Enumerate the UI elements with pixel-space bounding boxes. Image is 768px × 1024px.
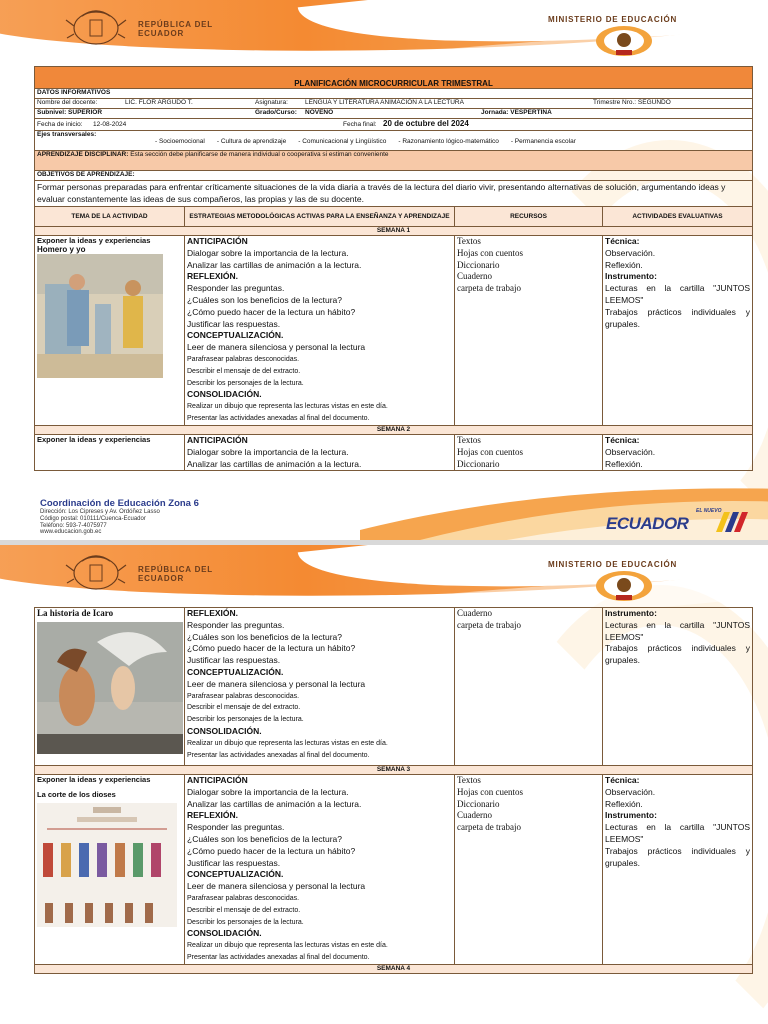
evaluacion-semana-2: Técnica: Observación. Reflexión. <box>603 435 753 471</box>
col-estrategias: ESTRATEGIAS METODOLÓGICAS ACTIVAS PARA LA ENSEÑANZA Y APRENDIZAJE <box>185 207 455 227</box>
coat-of-arms-icon <box>64 553 128 593</box>
tema-semana-1: Exponer la ideas y experiencias Homero y yo <box>35 236 185 426</box>
republica-label: REPÚBLICA DEL ECUADOR <box>138 565 213 583</box>
col-tema: TEMA DE LA ACTIVIDAD <box>35 207 185 227</box>
republica-label: REPÚBLICA DEL ECUADOR <box>138 20 213 38</box>
homero-illustration-icon <box>37 254 163 378</box>
recursos-semana-1: Textos Hojas con cuentos Diccionario Cuaderno carpeta de trabajo <box>455 236 603 426</box>
ministry-emblem-icon <box>594 569 654 603</box>
plan-table-page1 <box>34 66 753 471</box>
ecuador-logo: EL NUEVO ECUADOR <box>600 508 760 536</box>
aprendizaje-row: APRENDIZAJE DISCIPLINAR: Esta sección debe planificarse de manera individual o cooperativa si estiman conveniente <box>35 151 753 171</box>
estrategias-icaro: REFLEXIÓN. Responder las preguntas. ¿Cuáles son los beneficios de la lectura? ¿Cómo puedo hacer de la lectura un hábito? Justificar las respuestas. CONCEPTUALIZACIÓN. Leer de manera silenciosa y personal la lectura Parafrasear palabras desconocidas. Describir el mensaje de del extracto. Describir los personajes de la lectura. CONSOLIDACIÓN. Realizar un dibujo que representa las lecturas vistas en este día. Presentar las actividades anexadas al final del documento. <box>185 608 455 766</box>
subnivel-row: Subnivel: SUPERIOR Grado/Curso: NOVENO Jornada: VESPERTINA <box>35 109 753 119</box>
recursos-semana-2: Textos Hojas con cuentos Diccionario <box>455 435 603 471</box>
plan-table-page2 <box>34 607 753 974</box>
evaluacion-semana-3: Técnica: Observación. Reflexión. Instrumento: Lecturas en la cartilla "JUNTOS LEEMOS" Trabajos prácticos individuales y grupales. <box>603 775 753 965</box>
estrategias-semana-3: ANTICIPACIÓN Dialogar sobre la importancia de la lectura. Analizar las cartillas de animación a la lectura. REFLEXIÓN. Responder las preguntas. ¿Cuáles son los beneficios de la lectura? ¿Cómo puedo hacer de la lectura un hábito? Justificar las respuestas. CONCEPTUALIZACIÓN. Leer de manera silenciosa y personal la lectura Parafrasear palabras desconocidas. Describir el mensaje de del extracto. Describir los personajes de la lectura. CONSOLIDACIÓN. Realizar un dibujo que representa las lecturas vistas en este día. Presentar las actividades anexadas al final del documento. <box>185 775 455 965</box>
semana-4: SEMANA 4 <box>35 965 753 974</box>
page-header <box>0 545 768 607</box>
icaro-painting-icon <box>37 622 183 754</box>
col-actividades: ACTIVIDADES EVALUATIVAS <box>603 207 753 227</box>
estrategias-semana-1: ANTICIPACIÓN Dialogar sobre la importancia de la lectura. Analizar las cartillas de animación a la lectura. REFLEXIÓN. Responder las preguntas. ¿Cuáles son los beneficios de la lectura? ¿Cómo puedo hacer de la lectura un hábito? Justificar las respuestas. CONCEPTUALIZACIÓN. Leer de manera silenciosa y personal la lectura Parafrasear palabras desconocidas. Describir el mensaje de del extracto. Describir los personajes de la lectura. CONSOLIDACIÓN. Realizar un dibujo que representa las lecturas vistas en este día. Presentar las actividades anexadas al final del documento. <box>185 236 455 426</box>
semana-2: SEMANA 2 <box>35 426 753 435</box>
footer-contact: Coordinación de Educación Zona 6 Dirección: Los Cipreses y Av. Ordóñez Lasso Código postal: 010111/Cuenca-Ecuador Teléfono: 593-7-4075977 www.educacion.gob.ec <box>40 498 199 536</box>
objetivos-label: OBJETIVOS DE APRENDIZAJE: <box>35 171 753 181</box>
datos-informativos: DATOS INFORMATIVOS <box>35 89 753 99</box>
ministerio-label: MINISTERIO DE EDUCACIÓN <box>548 560 678 569</box>
ejes-row: Ejes transversales: - Socioemocional - Cultura de aprendizaje - Comunicacional y Lingüístico - Razonamiento lógico-matemático - Permanencia escolar <box>35 131 753 151</box>
evaluacion-icaro: Instrumento: Lecturas en la cartilla "JUNTOS LEEMOS" Trabajos prácticos individuales y grupales. <box>603 608 753 766</box>
estrategias-semana-2: ANTICIPACIÓN Dialogar sobre la importancia de la lectura. Analizar las cartillas de animación a la lectura. <box>185 435 455 471</box>
dioses-family-tree-icon <box>37 803 177 927</box>
tema-semana-3: Exponer la ideas y experiencias La corte de los dioses <box>35 775 185 965</box>
fechas-row: Fecha de inicio: 12-08-2024 Fecha final: 20 de octubre del 2024 <box>35 119 753 131</box>
tema-icaro: La historia de Icaro <box>35 608 185 766</box>
ministerio-label: MINISTERIO DE EDUCACIÓN <box>548 15 678 24</box>
coat-of-arms-icon <box>64 8 128 48</box>
flag-stripes-icon <box>716 512 752 532</box>
document-title: PLANIFICACIÓN MICROCURRICULAR TRIMESTRAL <box>35 67 753 89</box>
objetivo-text: Formar personas preparadas para enfrentar críticamente situaciones de la vida diaria a través de la lectura del diario vivir, presentando alternativas de solución, argumentando ideas y evaluar constantemente las ideas de sus compañeros, las propias y las de su docente. <box>35 181 753 207</box>
page-header <box>0 0 768 62</box>
semana-3: SEMANA 3 <box>35 766 753 775</box>
ministry-emblem-icon <box>594 24 654 58</box>
recursos-icaro: Cuaderno carpeta de trabajo <box>455 608 603 766</box>
recursos-semana-3: Textos Hojas con cuentos Diccionario Cuaderno carpeta de trabajo <box>455 775 603 965</box>
docente-row: Nombre del docente: LIC. FLOR ARGUDO T. Asignatura: LENGUA Y LITERATURA ANIMACIÓN A LA LECTURA Trimestre Nro.: SEGUNDO <box>35 99 753 109</box>
evaluacion-semana-1: Técnica: Observación. Reflexión. Instrumento: Lecturas en la cartilla "JUNTOS LEEMOS" Trabajos prácticos individuales y grupales. <box>603 236 753 426</box>
page-2 <box>0 545 768 1024</box>
col-recursos: RECURSOS <box>455 207 603 227</box>
tema-semana-2: Exponer la ideas y experiencias <box>35 435 185 471</box>
semana-1: SEMANA 1 <box>35 227 753 236</box>
